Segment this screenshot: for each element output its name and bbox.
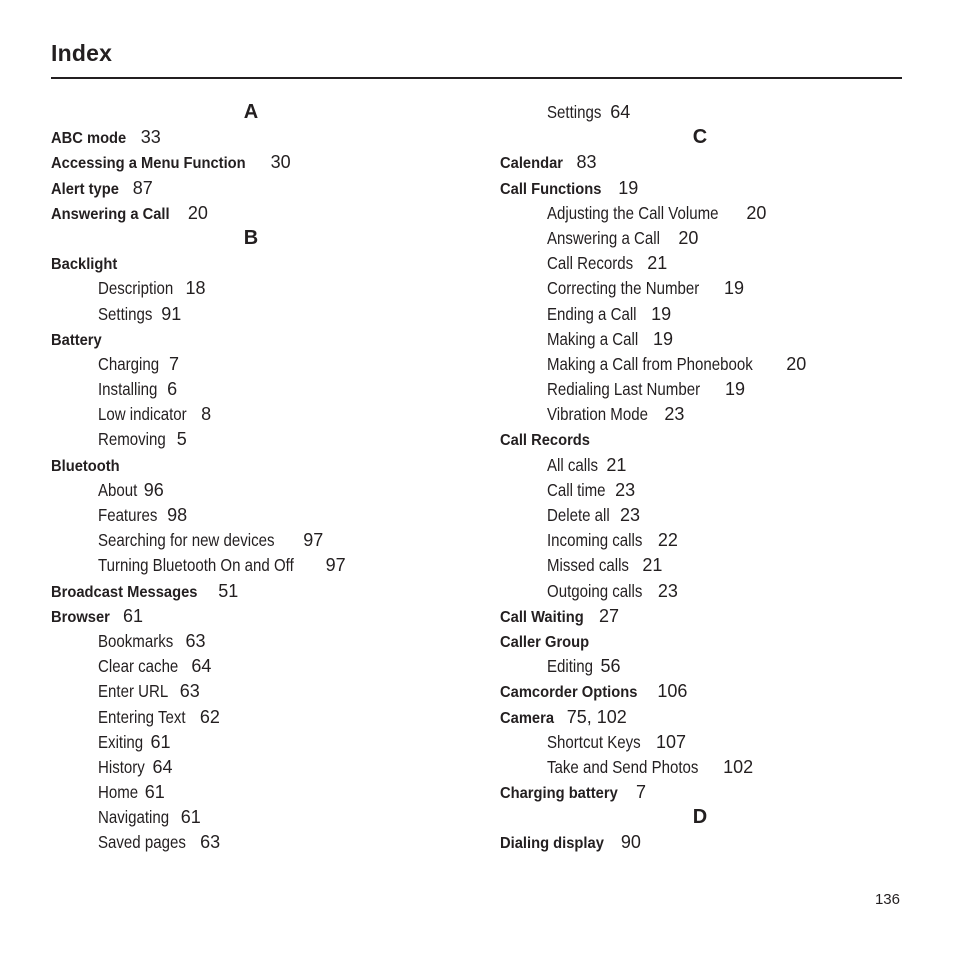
- entry-term: Take and Send Photos: [547, 756, 699, 777]
- index-subentry: [500, 100, 900, 125]
- index-subentry: [500, 730, 900, 755]
- entry-page-numbers: 61: [144, 782, 165, 803]
- index-subentry: [500, 579, 900, 604]
- entry-page-numbers: 7: [169, 353, 180, 374]
- entry-term: Ending a Call: [547, 303, 637, 324]
- entry-term: Browser: [51, 608, 110, 626]
- entry-term: Delete all: [547, 505, 610, 525]
- index-subentry: [500, 478, 900, 503]
- index-entry: [500, 176, 900, 201]
- entry-term: ABC mode: [51, 130, 127, 148]
- index-subentry: [51, 377, 451, 402]
- index-subentry: [51, 629, 451, 654]
- entry-term: Call Records: [547, 253, 634, 274]
- index-subentry: [500, 528, 900, 553]
- entry-term: Redialing Last Number: [547, 379, 701, 400]
- index-entry: [500, 604, 900, 629]
- entry-page-numbers: 51: [218, 580, 239, 601]
- index-subentry: [51, 679, 451, 704]
- entry-term: Description: [98, 278, 174, 299]
- entry-term: Call time: [547, 479, 606, 500]
- index-entry: [500, 780, 900, 805]
- entry-page-numbers: 20: [746, 202, 767, 223]
- entry-term: Missed calls: [547, 555, 629, 576]
- entry-page-numbers: 7: [636, 782, 647, 803]
- entry-page-numbers: 21: [606, 454, 627, 475]
- index-entry: [51, 453, 451, 478]
- entry-term: Camcorder Options: [500, 684, 638, 702]
- entry-term: Settings: [98, 303, 153, 324]
- index-subentry: [51, 352, 451, 377]
- entry-term: Accessing a Menu Function: [51, 155, 246, 173]
- entry-page-numbers: 61: [123, 605, 144, 626]
- index-subentry: [500, 453, 900, 478]
- entry-term: Caller Group: [500, 633, 590, 651]
- entry-term: Dialing display: [500, 835, 604, 853]
- index-entry: [500, 150, 900, 175]
- entry-page-numbers: 83: [576, 152, 597, 173]
- entry-page-numbers: 23: [664, 404, 685, 425]
- entry-term: Call Records: [500, 432, 590, 450]
- entry-page-numbers: 64: [152, 756, 173, 777]
- entry-page-numbers: 22: [657, 530, 678, 551]
- index-subentry: [500, 327, 900, 352]
- index-subentry: [51, 427, 451, 452]
- section-letter: B: [243, 226, 259, 249]
- entry-page-numbers: 19: [651, 303, 672, 324]
- entry-term: Enter URL: [98, 681, 169, 702]
- entry-page-numbers: 63: [179, 681, 200, 702]
- index-subentry: [51, 755, 451, 780]
- index-subentry: [51, 503, 451, 528]
- entry-page-numbers: 23: [619, 505, 640, 525]
- entry-page-numbers: 98: [167, 505, 188, 525]
- entry-term: Exiting: [98, 731, 144, 752]
- section-letter: C: [692, 126, 708, 149]
- entry-term: Correcting the Number: [547, 278, 700, 299]
- entry-page-numbers: 64: [191, 656, 212, 677]
- index-entry: [51, 579, 451, 604]
- entry-page-numbers: 6: [167, 379, 178, 400]
- entry-term: Call Waiting: [500, 608, 584, 626]
- entry-term: Answering a Call: [547, 227, 660, 248]
- entry-term: Charging battery: [500, 785, 618, 803]
- index-subentry: [51, 830, 451, 855]
- index-subentry: [51, 478, 451, 503]
- entry-page-numbers: 19: [653, 328, 674, 349]
- entry-term: Clear cache: [98, 656, 179, 677]
- entry-page-numbers: 27: [598, 605, 619, 626]
- entry-term: Bluetooth: [51, 457, 120, 475]
- entry-term: Searching for new devices: [98, 530, 275, 551]
- entry-term: Turning Bluetooth On and Off: [98, 555, 294, 576]
- index-entry: [500, 830, 900, 855]
- entry-term: Battery: [51, 331, 102, 349]
- entry-term: Incoming calls: [547, 530, 643, 551]
- entry-page-numbers: 107: [655, 731, 686, 752]
- entry-page-numbers: 19: [618, 177, 639, 198]
- entry-term: Vibration Mode: [547, 404, 648, 425]
- entry-page-numbers: 23: [615, 479, 636, 500]
- entry-page-numbers: 61: [180, 807, 201, 828]
- index-subentry: [500, 201, 900, 226]
- page-number: 136: [874, 891, 900, 908]
- entry-page-numbers: 97: [325, 555, 346, 576]
- entry-term: Removing: [98, 429, 166, 450]
- section-letter: D: [692, 806, 708, 829]
- entry-page-numbers: 23: [657, 580, 678, 601]
- entry-page-numbers: 61: [150, 731, 171, 752]
- entry-page-numbers: 97: [303, 530, 324, 551]
- index-entry: [51, 251, 451, 276]
- index-subentry: [51, 302, 451, 327]
- index-subentry: [51, 528, 451, 553]
- index-entry: [51, 201, 451, 226]
- entry-term: Broadcast Messages: [51, 583, 198, 601]
- index-subentry: [500, 755, 900, 780]
- index-entry: [500, 705, 900, 730]
- entry-term: Editing: [547, 656, 594, 677]
- entry-term: Backlight: [51, 256, 118, 274]
- entry-page-numbers: 90: [620, 832, 641, 853]
- section-letter: A: [243, 101, 259, 123]
- index-entry: [51, 150, 451, 175]
- entry-term: Settings: [547, 102, 602, 122]
- entry-term: Bookmarks: [98, 630, 174, 651]
- entry-term: Saved pages: [98, 832, 186, 853]
- entry-term: Installing: [98, 379, 158, 400]
- index-subentry: [51, 730, 451, 755]
- page-title: Index: [51, 40, 113, 66]
- entry-term: Alert type: [51, 180, 119, 198]
- entry-page-numbers: 96: [143, 479, 164, 500]
- index-subentry: [51, 276, 451, 301]
- entry-term: Call Functions: [500, 180, 602, 198]
- entry-page-numbers: 102: [723, 756, 754, 777]
- index-subentry: [500, 251, 900, 276]
- entry-page-numbers: 20: [786, 353, 807, 374]
- entry-term: All calls: [547, 454, 599, 475]
- index-column-left: [51, 100, 451, 856]
- entry-page-numbers: 19: [725, 379, 746, 400]
- entry-term: Shortcut Keys: [547, 731, 641, 752]
- index-subentry: [51, 780, 451, 805]
- index-entry: [51, 125, 451, 150]
- index-subentry: [500, 377, 900, 402]
- entry-term: Making a Call from Phonebook: [547, 353, 753, 374]
- entry-page-numbers: 91: [161, 303, 182, 324]
- entry-term: Home: [98, 782, 139, 803]
- entry-term: Camera: [500, 709, 555, 727]
- entry-term: Adjusting the Call Volume: [547, 202, 719, 223]
- entry-term: Making a Call: [547, 328, 639, 349]
- entry-page-numbers: 18: [185, 278, 206, 299]
- entry-page-numbers: 87: [132, 177, 153, 198]
- index-entry: [500, 427, 900, 452]
- index-subentry: [51, 402, 451, 427]
- index-subentry: [51, 553, 451, 578]
- entry-term: About: [98, 479, 138, 500]
- entry-page-numbers: 56: [600, 656, 621, 677]
- index-subentry: [500, 302, 900, 327]
- entry-term: Answering a Call: [51, 205, 170, 223]
- entry-page-numbers: 64: [610, 102, 631, 122]
- index-entry: [500, 629, 900, 654]
- index-entry: [51, 327, 451, 352]
- entry-page-numbers: 21: [647, 253, 668, 274]
- index-subentry: [500, 553, 900, 578]
- entry-term: History: [98, 756, 145, 777]
- entry-page-numbers: 63: [185, 630, 206, 651]
- index-subentry: [500, 226, 900, 251]
- entry-page-numbers: 63: [200, 832, 221, 853]
- entry-term: Low indicator: [98, 404, 187, 425]
- entry-term: Outgoing calls: [547, 580, 643, 601]
- entry-page-numbers: 20: [678, 227, 699, 248]
- title-rule: [51, 77, 902, 79]
- index-entry: [500, 679, 900, 704]
- entry-page-numbers: 8: [201, 404, 212, 425]
- index-entry: [51, 176, 451, 201]
- entry-term: Charging: [98, 353, 160, 374]
- index-subentry: [51, 705, 451, 730]
- index-subentry: [51, 805, 451, 830]
- entry-term: Entering Text: [98, 706, 186, 727]
- index-subentry: [500, 352, 900, 377]
- index-subentry: [500, 654, 900, 679]
- index-entry: [51, 604, 451, 629]
- index-subentry: [51, 654, 451, 679]
- entry-term: Calendar: [500, 155, 563, 173]
- index-column-right: [500, 100, 900, 856]
- index-subentry: [500, 276, 900, 301]
- entry-term: Navigating: [98, 807, 170, 828]
- entry-page-numbers: 33: [140, 127, 161, 148]
- entry-page-numbers: 75, 102: [566, 706, 627, 727]
- entry-page-numbers: 106: [657, 681, 688, 702]
- entry-page-numbers: 5: [176, 429, 187, 450]
- entry-page-numbers: 21: [642, 555, 663, 576]
- entry-page-numbers: 20: [187, 202, 208, 223]
- entry-term: Features: [98, 505, 158, 525]
- entry-page-numbers: 62: [199, 706, 220, 727]
- index-subentry: [500, 503, 900, 528]
- entry-page-numbers: 30: [270, 152, 291, 173]
- index-subentry: [500, 402, 900, 427]
- entry-page-numbers: 19: [724, 278, 745, 299]
